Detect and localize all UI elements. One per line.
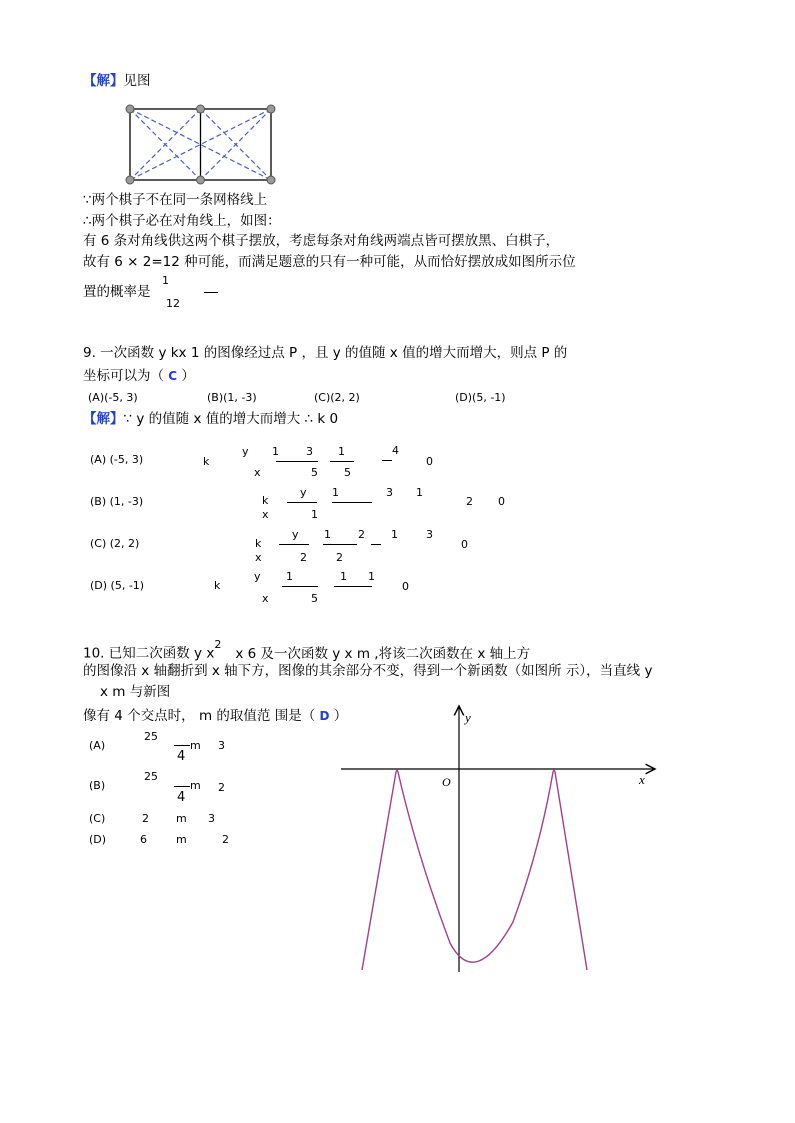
q9c-d2: 2 [300,551,307,564]
q10a-frac [174,745,190,746]
q9a-n4: 4 [392,444,399,457]
q9-option-b: (B)(1, -3) [207,391,257,404]
q10a-r: 3 [218,739,225,752]
q9-answer: C [168,369,178,383]
q9a-frac1 [276,461,318,462]
q10-stem1b: x 6 及一次函数 y x m ,将该二次函数在 x 轴上方 [235,645,531,662]
q10b-label: (B) [89,779,106,792]
new-function-curve [362,771,587,971]
q10b-r: 2 [218,781,225,794]
q9c-label: (C) (2, 2) [90,537,140,550]
q10c-l: 2 [142,812,149,825]
q9d-frac2 [334,586,372,587]
q10d-l: 6 [140,833,147,846]
solution-tag: 【解】 [83,73,124,89]
q9a-frac3 [382,460,392,461]
q10b-m: m [190,779,201,792]
q9b-n2: 2 [466,495,473,508]
q9a-n1b: 1 [338,445,345,458]
q9-stem-line1: 9. 一次函数 y kx 1 的图像经过点 P ，且 y 的值随 x 值的增大而增大，则点 P 的 [83,345,568,361]
q9d-n1: 1 [286,570,293,583]
q9a-k: k [203,455,210,468]
q9-option-d: (D)(5, -1) [455,391,506,404]
q9-solution [83,411,338,427]
q10b-frac [174,786,190,787]
q9a-y: y [242,445,249,458]
q10-stem-line2: 的图像沿 x 轴翻折到 x 轴下方，图像的其余部分不变，得到一个新函数（如图所 示），当直线 y [83,663,653,679]
solution-text: 见图 [123,73,151,89]
q9d-k: k [214,579,221,592]
q10a-den: 4 [177,749,186,764]
q9b-label: (B) (1, -3) [90,495,144,508]
q10c-label: (C) [89,812,106,825]
q9b-n1b: 1 [416,486,423,499]
q9b-n1: 1 [332,486,339,499]
q9a-x: x [254,466,261,479]
q9a-d5: 5 [311,466,318,479]
q9d-zero: 0 [402,580,409,593]
q10a-label: (A) [89,739,106,752]
q9c-n3: 3 [426,528,433,541]
q10d-r: 2 [222,833,229,846]
q9b-n3: 3 [386,486,393,499]
q9b-zero: 0 [498,495,505,508]
q9-solution-text: ∵ y 的值随 x 值的增大而增大 ∴ k 0 [123,411,339,427]
q9c-n2: 2 [358,528,365,541]
q10-answer: D [319,709,330,723]
q9b-frac2 [332,502,372,503]
q10d-label: (D) [89,833,107,846]
q9c-y: y [292,528,299,541]
q9d-d5: 5 [311,592,318,605]
q10-stem4-prefix: 像有 4 个交点时， m 的取值范 围是（ [83,708,316,724]
q9-option-c: (C)(2, 2) [314,391,360,404]
q10a-m: m [190,739,201,752]
q9d-n1c: 1 [368,570,375,583]
q9c-zero: 0 [461,538,468,551]
q10c-r: 3 [208,812,215,825]
q10-stem-line1 [83,638,531,662]
solution-header [83,73,151,89]
q9b-y: y [300,486,307,499]
q9c-n1b: 1 [391,528,398,541]
q8-line2: ∴两个棋子必在对角线上，如图： [83,213,281,229]
q9a-d5b: 5 [344,466,351,479]
function-graph [335,700,665,980]
q9c-n1: 1 [324,528,331,541]
prob-dash [204,292,218,293]
q8-line5: 置的概率是 [83,284,151,300]
q9c-d2b: 2 [336,551,343,564]
q10-stem4-suffix: ） [333,708,348,724]
q9c-frac1 [279,544,309,545]
q9d-x: x [262,592,269,605]
q9d-y: y [254,570,261,583]
q8-line1: ∵两个棋子不在同一条网格线上 [83,192,268,208]
q9d-label: (D) (5, -1) [90,579,145,592]
q10b-den: 4 [177,790,186,805]
q8-line4: 故有 6 × 2=12 种可能，而满足题意的只有一种可能，从而恰好摆放成如图所示位 [83,254,576,270]
q9a-n3: 3 [306,445,313,458]
q9-stem-line2 [83,368,195,384]
q9d-frac1 [282,586,318,587]
q9b-d1: 1 [311,508,318,521]
y-axis-label: y [465,710,471,725]
origin-label: O [442,775,451,789]
q8-line3: 有 6 条对角线供这两个棋子摆放，考虑每条对角线两端点皆可摆放黑、白棋子， [83,233,560,249]
q9-stem2-prefix: 坐标可以为（ [83,368,164,384]
q10a-num: 25 [144,730,158,743]
q9-option-a: (A)(-5, 3) [88,391,138,404]
q9c-frac2 [323,544,357,545]
q9-solution-tag: 【解】 [83,411,124,427]
q9a-zero: 0 [426,455,433,468]
q9c-x: x [255,551,262,564]
q10-sup2: 2 [214,638,222,651]
q10d-m: m [176,833,187,846]
q9d-n1b: 1 [340,570,347,583]
q10-stem-line3: x m 与新图 [100,684,171,700]
q9c-frac3 [371,544,381,545]
q9c-k: k [255,537,262,550]
q9a-frac2 [330,461,354,462]
grid-diagram [120,100,280,185]
q9-stem2-suffix: ） [181,368,195,384]
q9a-n1: 1 [272,445,279,458]
q9b-k: k [262,494,269,507]
q10b-num: 25 [144,770,158,783]
q10c-m: m [176,812,187,825]
q10-stem1a: 10. 已知二次函数 y x [83,645,215,662]
q9b-x: x [262,508,269,521]
prob-denominator: 12 [166,297,180,310]
x-axis-label: x [639,772,645,787]
prob-numerator: 1 [162,274,169,287]
q9a-label: (A) (-5, 3) [90,453,144,466]
q9b-frac1 [287,502,317,503]
q10-stem-line4 [83,708,347,724]
